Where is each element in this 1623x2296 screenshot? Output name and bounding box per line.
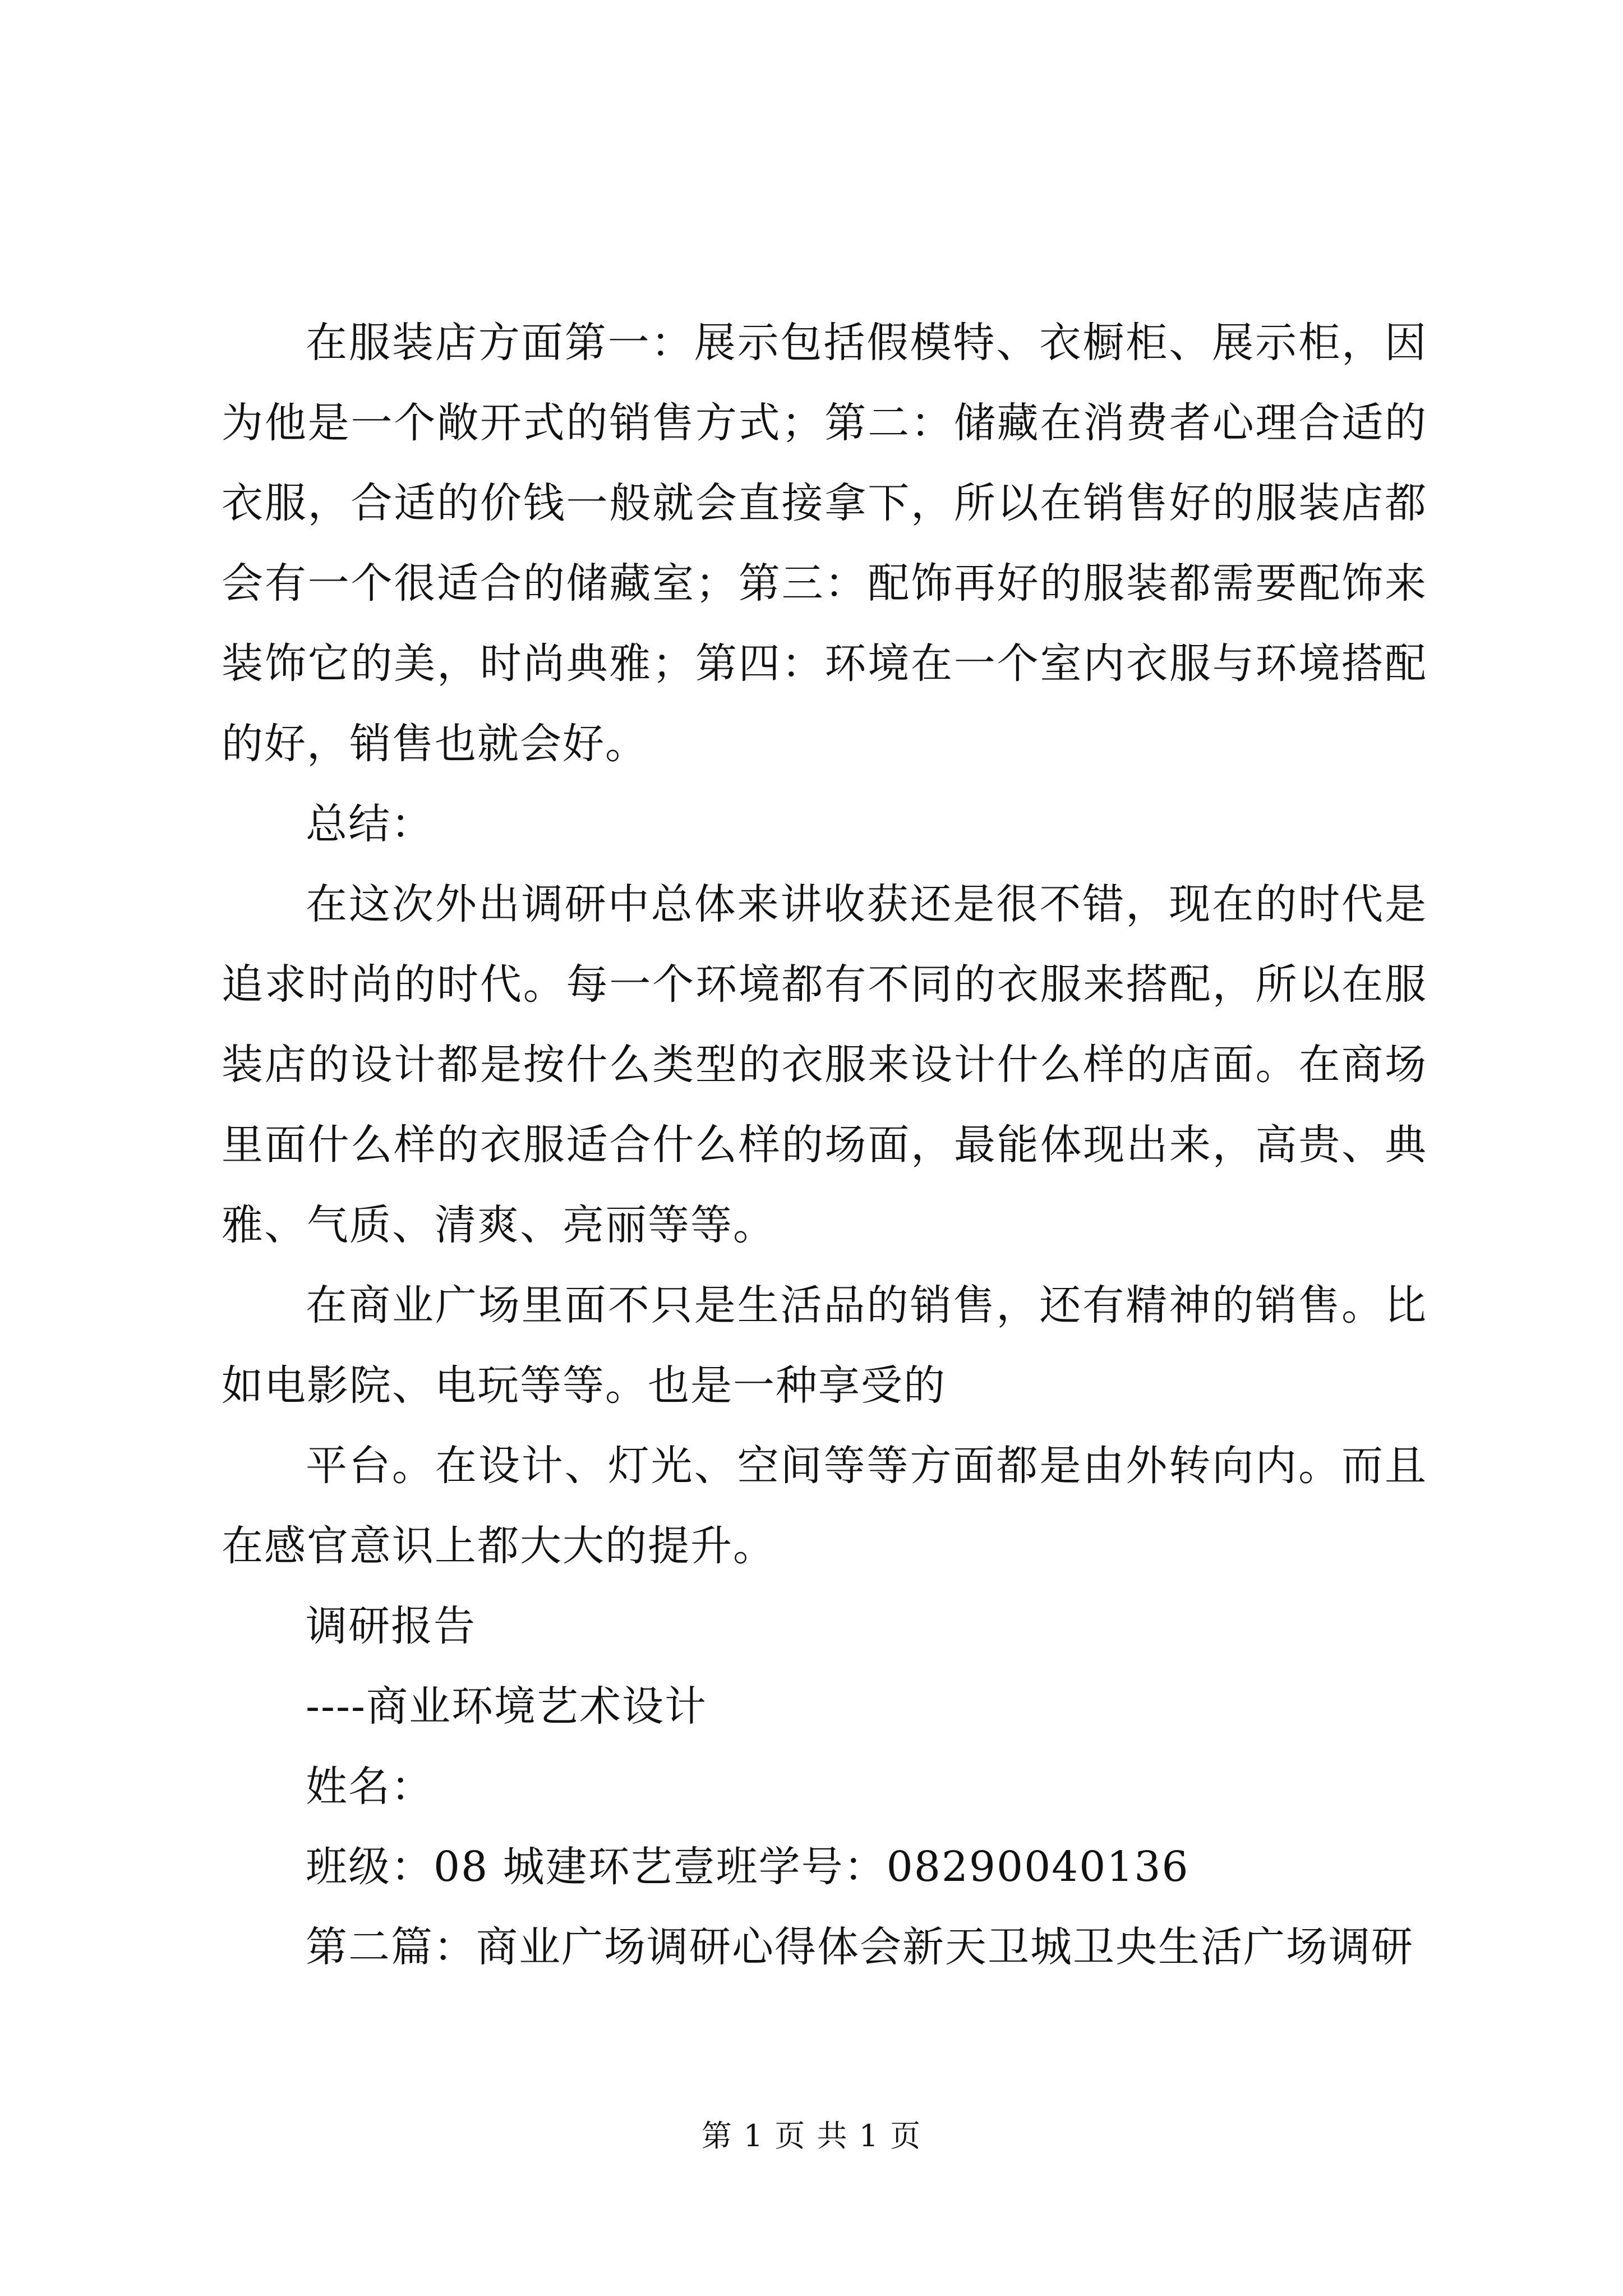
paragraph-clothing-store: 在服装店方面第一：展示包括假模特、衣橱柜、展示柜，因为他是一个敞开式的销售方式；第二：储藏在消费者心理合适的衣服，合适的价钱一般就会直接拿下，所以在销售好的服装店都会有一个很适合的储藏室；第三：配饰再好的服装都需要配饰来装饰它的美，时尚典雅；第四：环境在一个室内衣服与环境搭配的好，销售也就会好。 <box>222 319 1427 768</box>
second-article-title: 第二篇：商业广场调研心得体会新天卫城卫央生活广场调研 <box>306 1923 1414 1971</box>
paragraph-platform: 平台。在设计、灯光、空间等等方面都是由外转向内。而且在感官意识上都大大的提升。 <box>222 1442 1427 1570</box>
page-footer: 第 1 页 共 1 页 <box>701 2118 922 2154</box>
document-body <box>222 303 1427 1987</box>
name-field: 姓名： <box>306 1763 434 1811</box>
paragraph-summary-text: 在这次外出调研中总体来讲收获还是很不错，现在的时代是追求时尚的时代。每一个环境都有不同的衣服来搭配，所以在服装店的设计都是按什么类型的衣服来设计什么样的店面。在商场里面什么样的衣服适合什么样的场面，最能体现出来，高贵、典雅、气质、清爽、亮丽等等。 <box>222 880 1427 1249</box>
class-student-id: 班级：08 城建环艺壹班学号：08290040136 <box>306 1843 1189 1891</box>
paragraph-summary-heading: 总结： <box>306 800 434 848</box>
report-title: 调研报告 <box>306 1602 476 1650</box>
paragraph-commercial-plaza: 在商业广场里面不只是生活品的销售，还有精神的销售。比如电影院、电玩等等。也是一种享受的 <box>222 1281 1427 1410</box>
report-subtitle: ----商业环境艺术设计 <box>306 1682 708 1731</box>
